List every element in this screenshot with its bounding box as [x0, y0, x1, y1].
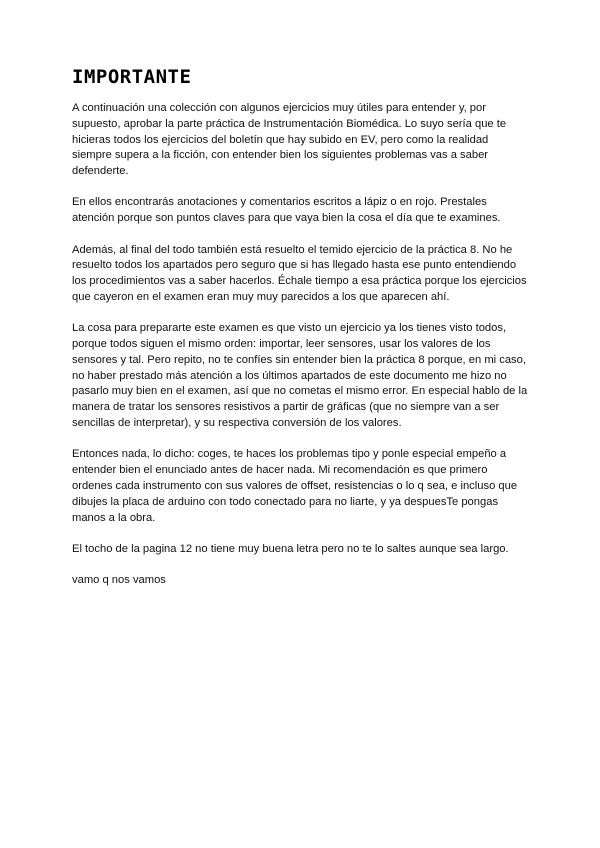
paragraph-practice-8: Además, al final del todo también está resuelto el temido ejercicio de la práctica 8. No he resuelto todos los apartados pero seguro que si has llegado hasta ese punto entendiendo los procedimientos vas a saber hacerlos. Échale tiempo a esa práctica porque los ejercicios que cayeron en el examen eran muy muy parecidos a los que aparecen ahí. [72, 243, 527, 303]
paragraph-page-12: El tocho de la pagina 12 no tiene muy buena letra pero no te lo saltes aunque sea largo. [72, 542, 509, 555]
paragraph-exam-prep: La cosa para prepararte este examen es que visto un ejercicio ya los tienes visto todos, porque todos siguen el mismo orden: importar, leer sensores, usar los valores de los sensores y tal. Pero repito, no te confíes sin entender bien la práctica 8 porque, en mi caso, no haber prestado más atención a los últimos apartados de este documento me hizo no pasarlo muy bien en el examen, así que no cometas el mismo error. En especial hablo de la manera de tratar los sensores resistivos a partir de gráficas (que no siempre van a ser sencillas de interpretar), y su respectiva conversión de los valores. [72, 322, 528, 430]
paragraph-intro: A continuación una colección con algunos ejercicios muy útiles para entender y, por supuesto, aprobar la parte práctica de Instrumentación Biomédica. Lo suyo sería que te hicieras todos los ejercicios del boletín que hay subido en EV, pero como la realidad siempre supera a la ficción, con entender bien los siguientes problemas vas a saber defenderte. [72, 102, 507, 178]
document-body [72, 66, 528, 604]
paragraph-closing: vamo q nos vamos [72, 574, 166, 587]
paragraph-recommendation: Entonces nada, lo dicho: coges, te haces los problemas tipo y ponle especial empeño a entender bien el enunciado antes de hacer nada. Mi recomendación es que primero ordenes cada instrumento con sus valores de offset, resistencias o lo q sea, e incluso que dibujes la placa de arduino con todo conectado para no liarte, y ya despuesTe pongas manos a la obra. [72, 448, 518, 524]
page-title: IMPORTANTE [72, 66, 192, 88]
paragraph-annotations: En ellos encontrarás anotaciones y comentarios escritos a lápiz o en rojo. Prestales atención porque son puntos claves para que vaya bien la cosa el día que te examines. [72, 196, 501, 225]
